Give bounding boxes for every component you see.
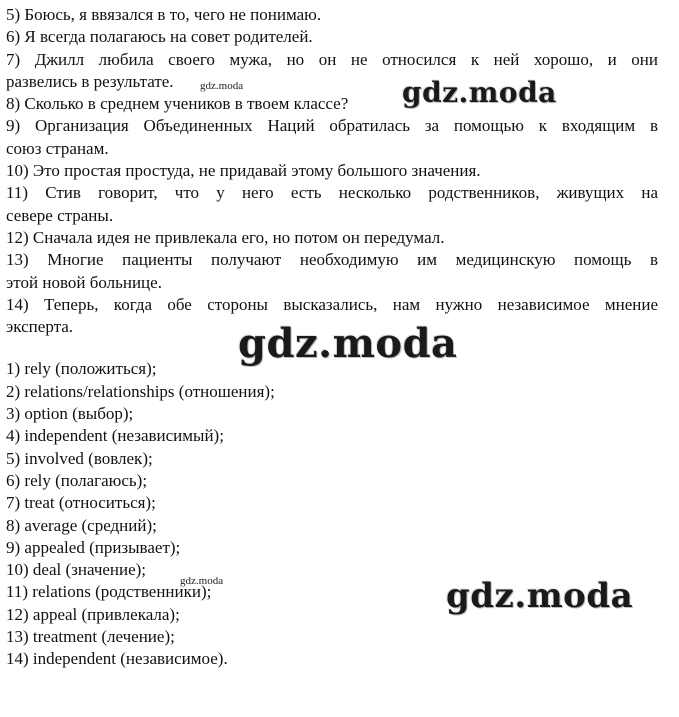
sentence-11-line-2: севере страны. bbox=[6, 205, 114, 225]
watermark-top: gdz.moda bbox=[402, 76, 557, 109]
answer-10: 10) deal (значение); bbox=[6, 560, 147, 580]
answer-6: 6) rely (полагаюсь); bbox=[6, 470, 148, 490]
sentence-13-line-2: этой новой больнице. bbox=[6, 272, 162, 292]
sentence-5: 5) Боюсь, я ввязался в то, чего не понимаю. bbox=[6, 5, 322, 24]
sentence-8: 8) Сколько в среднем учеников в твоем классе? bbox=[6, 94, 349, 114]
answer-1: 1) rely (положиться); bbox=[6, 359, 157, 379]
sentence-9-line-1: 9) Организация Объединенных Наций обратилась за помощью к входящим в bbox=[6, 116, 658, 136]
answer-14: 14) independent (независимое). bbox=[6, 649, 228, 669]
sentence-7-line-1: 7) Джилл любила своего мужа, но он не относился к ней хорошо, и они bbox=[6, 49, 658, 69]
answer-7: 7) treat (относиться); bbox=[6, 493, 156, 513]
answer-4: 4) independent (независимый); bbox=[6, 426, 224, 446]
russian-sentences bbox=[6, 4, 658, 338]
answer-13: 13) treatment (лечение); bbox=[6, 627, 175, 647]
sentence-14-line-1: 14) Теперь, когда обе стороны высказались, нам нужно независимое мнение bbox=[6, 294, 658, 314]
answer-3: 3) option (выбор); bbox=[6, 404, 134, 424]
sentence-10: 10) Это простая простуда, не придавай этому большого значения. bbox=[6, 161, 481, 181]
answer-9: 9) appealed (призывает); bbox=[6, 537, 181, 557]
sentence-6: 6) Я всегда полагаюсь на совет родителей. bbox=[6, 27, 313, 47]
answer-list bbox=[6, 358, 658, 670]
sentence-13-line-1: 13) Многие пациенты получают необходимую им медицинскую помощь в bbox=[6, 250, 658, 270]
sentence-14-line-2: эксперта. bbox=[6, 317, 74, 337]
answer-5: 5) involved (вовлек); bbox=[6, 448, 153, 468]
answer-8: 8) average (средний); bbox=[6, 515, 157, 535]
sentence-12: 12) Сначала идея не привлекала его, но потом он передумал. bbox=[6, 227, 445, 247]
sentence-9-line-2: союз странам. bbox=[6, 138, 109, 158]
answer-2: 2) relations/relationships (отношения); bbox=[6, 381, 275, 401]
watermark-middle: gdz.moda bbox=[238, 320, 458, 367]
sentence-7-line-2: развелись в результате. bbox=[6, 71, 174, 91]
watermark-small-bottom: gdz.moda bbox=[180, 575, 224, 587]
answer-12: 12) appeal (привлекала); bbox=[6, 604, 180, 624]
watermark-bottom: gdz.moda bbox=[446, 576, 634, 616]
sentence-11-line-1: 11) Стив говорит, что у него есть несколько родственников, живущих на bbox=[6, 183, 658, 203]
watermark-small-top: gdz.moda bbox=[200, 80, 244, 92]
answer-11: 11) relations (родственники); bbox=[6, 582, 212, 602]
